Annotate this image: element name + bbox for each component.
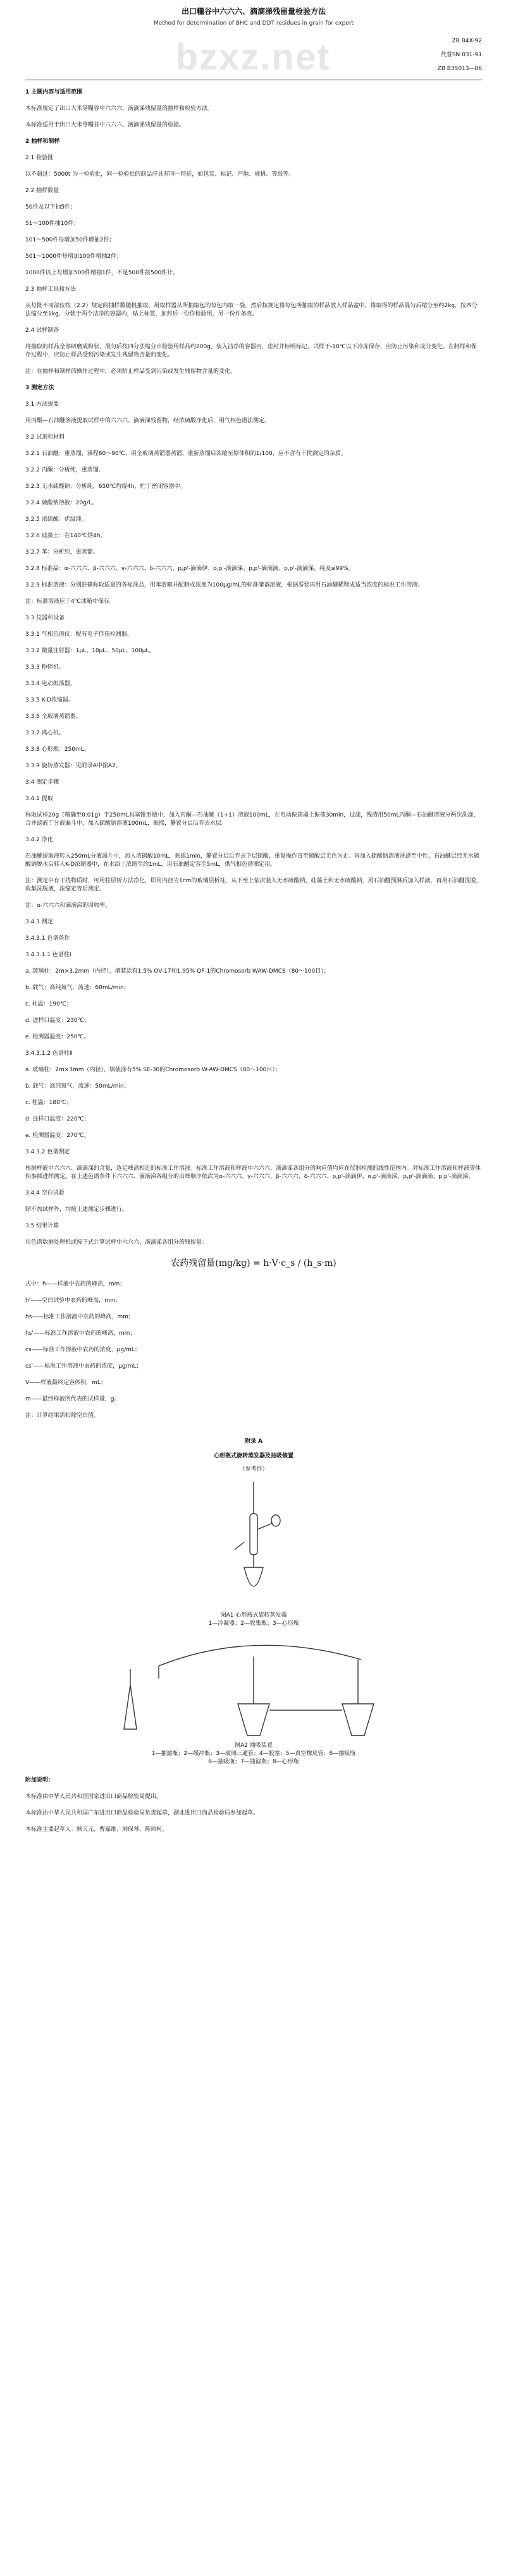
paragraph: 除不加试样外，均按上述测定步骤进行。 <box>25 1206 128 1213</box>
figure-a1-caption: 图A1 心形瓶式旋转蒸发器 <box>220 1612 287 1619</box>
definition-line: hs——标准工作溶液中农药的峰高，mm； <box>25 1314 134 1320</box>
paragraph: 2.1 检验批 <box>25 155 54 161</box>
doc-meta <box>25 34 482 76</box>
definitions <box>25 1280 482 1420</box>
paragraph: 3.3.8 心形瓶：250mL。 <box>25 746 90 753</box>
paragraph: 注：测定中有干扰物质时，可用柱层析方法净化，即用内径为1cm的玻璃层析柱，从下至上依次装入无水硫酸钠、硅藻土和无水硫酸钠，用石油醚预淋后加入样液，再用石油醚洗脱，收集洗脱液，浓缩定容后测定。 <box>25 878 482 892</box>
section-heading: 3 测定方法 <box>25 385 54 391</box>
paragraph: 3.3.6 全玻璃蒸馏器。 <box>25 714 82 720</box>
figure-a1-rotary-evaporator <box>216 1479 292 1612</box>
definition-line: 式中：h——样液中农药的峰高，mm； <box>25 1281 126 1287</box>
definition-line: cs'——标准工作溶液中农药的浓度，μg/mL； <box>25 1363 142 1370</box>
paragraph: c. 柱温：190℃； <box>25 1001 72 1007</box>
paragraph: 2.2 抽样数量 <box>25 188 59 194</box>
definition-line: hs'——标准工作溶液中农药的峰高，mm； <box>25 1330 136 1337</box>
paragraph: 称取试样20g（精确至0.01g）于250mL具塞锥形瓶中，加入丙酮—石油醚（1+1）溶液100mL，在电动振荡器上振荡30min，过滤，残渣用50mL丙酮—石油醚溶液分两次洗涤，合并滤液于分液漏斗中，加入硫酸钠溶液100mL，振摇，静置分层后弃去水层。 <box>25 812 479 827</box>
paragraph: 1000件以上每增加500件增抽1件，不足500件按500件计。 <box>25 270 179 276</box>
paragraph: a. 玻璃柱：2m×3mm（内径），填装涂有5% SE-30的Chromosorb W-AW-DMCS（80～100目）； <box>25 1067 281 1073</box>
paragraph: 3.3 仪器和设备 <box>25 615 65 621</box>
paragraph: 3.5 结果计算 <box>25 1223 59 1229</box>
section-heading: 1 主题内容与适用范围 <box>25 89 83 95</box>
paragraph: 501～1000件每增加100件增抽2件； <box>25 253 122 260</box>
additional-notes-title: 附加说明： <box>25 1777 54 1783</box>
paragraph: 本标准规定了出口大米等糧谷中六六六、滴滴涕残留量的抽样和检验方法。 <box>25 106 214 112</box>
section-heading: 2 抽样和制样 <box>25 138 60 145</box>
paragraph: 51～100件抽10件； <box>25 221 80 227</box>
figure-a2-caption: 图A2 抽吸装置 <box>235 1742 273 1749</box>
paragraph: 3.4.4 空白试验 <box>25 1190 65 1196</box>
paragraph: 3.3.7 离心机。 <box>25 730 65 736</box>
std-number: ZB B4X-92 <box>452 38 482 44</box>
replace-note: 代替SN 031-91 <box>440 52 482 58</box>
definition-line: 注：计算结果需扣除空白值。 <box>25 1413 100 1419</box>
paragraph: 101～500件每增加50件增抽2件； <box>25 237 115 243</box>
paragraph: 3.2.8 标准品：α-六六六、β-六六六、γ-六六六、δ-六六六、p,p'-滴滴伊、o,p'-滴滴涕、p,p'-滴滴滴、p,p'-滴滴涕，纯度≥99%。 <box>25 566 354 572</box>
paragraph: 3.2.6 硅藻土：在140℃烘4h。 <box>25 533 106 539</box>
definition-line: cs——标准工作溶液中农药的浓度，μg/mL； <box>25 1347 140 1353</box>
additional-note: 本标准由中华人民共和国国家进出口商品检验局提出。 <box>25 1794 163 1800</box>
appendix-note: （参考件） <box>239 1466 268 1473</box>
paragraph: 注：α-六六六和滴滴涕的回收率。 <box>25 902 111 909</box>
paragraph: 3.4.3.1 色谱条件 <box>25 935 70 942</box>
paragraph: 2.4 试样制备 <box>25 327 59 334</box>
paragraph: 2.3 抽样工具和方法 <box>25 286 77 293</box>
paragraph: 用丙酮—石油醚溶液提取试样中的六六六、滴滴涕残留物，经浓硫酸净化后，用气相色谱法测定。 <box>25 418 271 424</box>
definition-line: h'——空白试验中农药的峰高，mm； <box>25 1297 121 1304</box>
paragraph: 3.4.3 测定 <box>25 919 53 925</box>
watermark: bzxz.net <box>175 36 331 78</box>
paragraph: 3.3.4 电动振荡器。 <box>25 681 76 687</box>
paragraph: a. 玻璃柱：2m×3.2mm（内径），填装涂有1.5% OV-17和1.95% QF-1的Chromosorb WAW-DMCS（80～100目）； <box>25 968 330 975</box>
paragraph: b. 载气：高纯氮气，流速：60mL/min； <box>25 985 130 991</box>
paragraph: 石油醚提取液转入250mL分液漏斗中，加入浓硫酸10mL，振摇1min，静置分层后弃去下层硫酸，重复操作直至硫酸层无色为止。再加入硫酸钠溶液洗涤至中性，石油醚层经无水硫酸钠脱水后转入K-D浓缩器中，在水浴上浓缩至约1mL，用石油醚定容至5mL，供气相色谱测定用。 <box>25 853 479 868</box>
paragraph: e. 检测器温度：250℃。 <box>25 1034 90 1040</box>
paragraph: 以不超过：5000t 为一检验批，同一检验批的商品应具有同一特征，如包装、标记、产地、规格、等级等。 <box>25 171 295 178</box>
doc-title: 出口糧谷中六六六、滴滴涕残留量检验方法 <box>181 7 326 16</box>
paragraph: d. 进样口温度：220℃； <box>25 1116 90 1122</box>
paragraph: 3.3.5 K-D浓缩器。 <box>25 697 74 703</box>
paragraph: 3.2.9 标准溶液：分别准确称取适量的各标准品，用苯溶解并配制成浓度为100μg/mL的标准储备溶液，根据需要再用石油醚稀释成适当浓度的标准工作溶液。 <box>25 582 424 588</box>
paragraph: 注：标准溶液应于4℃冰箱中保存。 <box>25 598 115 605</box>
paragraph: 3.4.1 提取 <box>25 796 53 802</box>
paragraph: c. 柱温：180℃； <box>25 1100 72 1106</box>
paragraph: b. 载气：高纯氮气，流速：50mL/min； <box>25 1083 130 1090</box>
paragraph: 3.2.3 无水硫酸钠：分析纯，650℃灼烧4h，贮于密闭容器中。 <box>25 483 186 490</box>
figure-a2-parts-2: 6—抽吸瓶；7—抽滤瓶；8—心形瓶 <box>208 1759 299 1765</box>
paragraph: 3.3.2 微量注射器：1μL、10μL、50μL、100μL。 <box>25 648 155 654</box>
paragraph: 3.2.1 石油醚：重蒸馏，沸程60～90℃，用全玻璃蒸馏器蒸馏，重新蒸馏后浓缩至原体积的1/100，应不含有干扰测定的杂质。 <box>25 451 347 457</box>
additional-note: 本标准主要起草人：顾天元、曹嘉维、刘保琴、陈师柯。 <box>25 1826 168 1833</box>
appendix-title: 附录 A <box>244 1438 263 1445</box>
figure-a1-parts: 1—冷凝器；2—收集瓶；3—心形瓶 <box>208 1620 299 1627</box>
definition-line: m——最终样液所代表的试样量，g。 <box>25 1396 120 1402</box>
paragraph: 3.4.3.2 色谱测定 <box>25 1149 70 1155</box>
paragraph: d. 进样口温度：230℃； <box>25 1018 90 1024</box>
paragraph: 3.4.2 净化 <box>25 837 53 843</box>
appendix-subtitle: 心形瓶式旋转蒸发器及抽吸装置 <box>213 1453 293 1459</box>
paragraph: 将抽取的样品全部研磨成粉状，混匀后按四分法缩分出检验用样品约200g，装入洁净的容器内，密封并标明标记。试样于-18℃以下冷冻保存，应防止污染和成分变化。在制样和保存过程中，应防止样品受到污染或发生残留物含量的变化。 <box>25 344 477 358</box>
paragraph: 注：在抽样和制样的操作过程中，必须防止样品受到污染或发生残留物含量的变化。 <box>25 368 237 375</box>
paragraph: 根据样液中六六六、滴滴涕的含量，选定峰高相近的标准工作溶液。标准工作溶液和样液中六六六、滴滴涕各组分的响应值均应在仪器检测的线性范围内。对标准工作溶液和样液等体积参插进样测定。在上述色谱条件下六六六、滴滴涕各组分的出峰顺序依次为α-六六六、γ-六六六、β-六六六、δ-六六六、p,p'-滴滴伊、o,p'-滴滴涕、p,p'-滴滴滴、p,p'-滴滴涕。 <box>25 1165 481 1180</box>
paragraph: 3.4 测定步骤 <box>25 779 59 786</box>
paragraph: 3.2.7 苯：分析纯，重蒸馏。 <box>25 549 99 556</box>
paragraph: 3.3.3 粉碎机。 <box>25 664 65 671</box>
document <box>25 0 482 1842</box>
paragraph: 3.2 试剂和材料 <box>25 434 65 440</box>
paragraph: 3.4.3.1.2 色谱柱Ⅱ <box>25 1050 73 1057</box>
paragraph: 3.2.4 硫酸钠溶液：20g/L。 <box>25 500 97 506</box>
paragraph: 从每批不同部位按（2.2）规定的抽样数随机抽取，用取样器从所抽取包的每包内取一袋，然后按规定将每包所抽取的样品放入样品盆中，将取得的样品混匀后缩分至约2kg，按四分法缩分至1kg，分装于两个洁净的容器内，贴上标签，加封后一份作检验用，另一份作备查。 <box>25 303 478 317</box>
paragraph: 3.2.5 浓硫酸：优级纯。 <box>25 516 87 523</box>
figure-a2-parts: 1—抽滤瓶；2—缓冲瓶；3—玻璃三通管；4—胶塞；5—真空橡皮管；6—抽吸瓶 <box>151 1751 356 1757</box>
paragraph: e. 检测器温度：270℃。 <box>25 1133 90 1139</box>
doc-subtitle: Method for determination of BHC and DDT residues in grain for export <box>153 20 354 27</box>
paragraph: 3.3.1 气相色谱仪：配有电子俘获检测器。 <box>25 631 133 638</box>
replace-note-2: ZB B35013—86 <box>437 66 482 72</box>
paragraph: 3.4.3.1.1 色谱柱Ⅰ <box>25 952 71 958</box>
figure-a2-suction-apparatus <box>64 1634 443 1742</box>
paragraph: 3.2.2 丙酮：分析纯，重蒸馏。 <box>25 467 104 473</box>
paragraph: 本标准适用于出口大米等糧谷中六六六、滴滴涕残留量的检验。 <box>25 122 185 128</box>
definition-line: V——样液最终定容体积，mL； <box>25 1380 106 1386</box>
paragraph: 3.1 方法提要 <box>25 401 59 408</box>
paragraph: 50件及以下抽5件； <box>25 204 77 210</box>
additional-note: 本标准由中华人民共和国广东进出口商品检验局负责起草，湖北进出口商品检验局参加起草。 <box>25 1810 259 1816</box>
doc-body <box>25 88 482 1247</box>
paragraph: 3.3.9 旋转蒸发器：见附录A中图A2。 <box>25 763 121 769</box>
paragraph: 用色谱数据处理机或按下式计算试样中六六六、滴滴涕各组分的残留量： <box>25 1239 208 1246</box>
formula: 农药残留量(mg/kg) = h·V·c_s / (h_s·m) <box>171 1258 336 1268</box>
